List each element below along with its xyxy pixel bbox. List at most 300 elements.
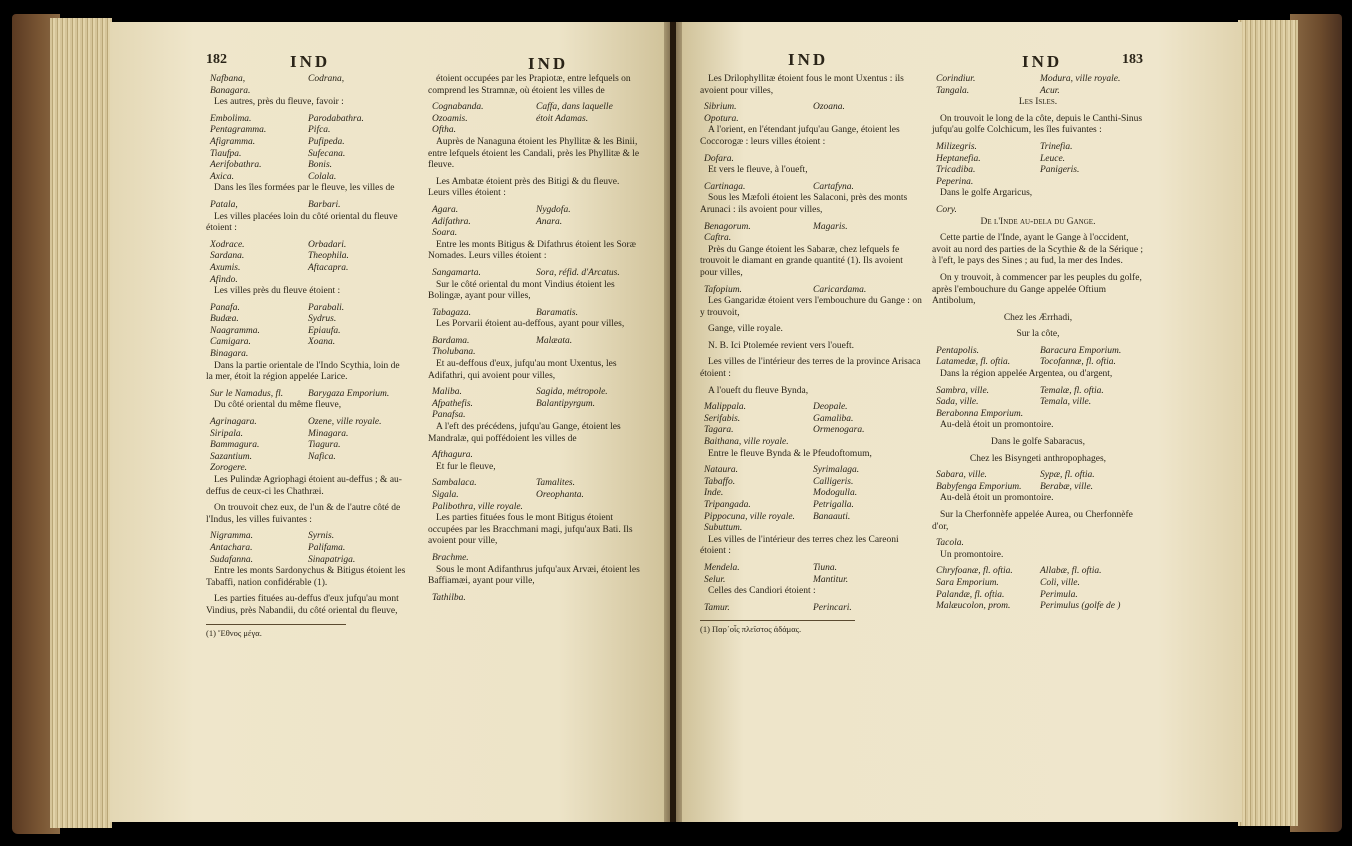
place-name: Baracura Emporium. [1040,345,1122,356]
place-name-row [936,74,1144,86]
footnote-rule [206,624,346,625]
place-name: Temalæ, fl. oftia. [1040,385,1104,396]
place-name [813,233,922,245]
paragraph: Les villes de l'intérieur des terres de la province Arisaca étoient : [700,357,921,380]
place-name-row [432,593,640,605]
place-name: Modura, ville royale. [1040,74,1121,84]
place-name-row [432,114,640,126]
place-name-row [210,251,406,263]
paragraph: Les autres, près du fleuve, favoir : [214,97,344,108]
paragraph: Les Ambatæ étoient près des Bitigi & du fleuve. Leurs villes étoient : [428,176,620,199]
place-name: Syrimalaga. [813,465,860,476]
place-name-row [936,482,1144,494]
place-name: Agara. [432,204,459,215]
footnote: (1) Ἔθνος μέγα. [206,627,262,638]
place-name-row [704,233,922,245]
place-name: Panafsa. [432,410,466,421]
place-name-row [432,125,640,137]
place-name-row [936,566,1144,578]
place-name: Leuce. [1040,153,1066,164]
place-name: Sara Emporium. [936,577,999,588]
paragraph: Sur la Cherfonnèfe appelée Aurea, ou Cherfonnèfe d'or, [932,510,1133,532]
place-name-row [936,590,1144,602]
place-name-row [210,263,406,275]
place-name: Palifama. [308,542,346,553]
place-name: Nataura. [704,465,739,476]
place-name-row [432,336,640,348]
place-name: Peperina. [936,176,974,187]
running-header-left-1: IND [290,52,331,71]
paragraph: Dans la région appelée Argentea, ou d'argent, [940,369,1113,380]
paragraph: A l'eft des précédens, jufqu'au Gange, étoient les Mandralæ, qui poffédoient les villes de [428,422,621,444]
place-name: Bardama. [432,335,470,346]
paragraph: Sous le mont Adifanthrus jufqu'aux Arvæi, étoient les Baffiamæi, ayant pour ville, [428,564,640,587]
centered-line: Chez les Ærrhadi, [1003,312,1073,323]
place-name: Caffa, dans laquelle [536,102,613,113]
place-name-row [210,172,406,184]
place-name-row [210,303,406,315]
paragraph: Les villes placées loin du côté oriental du fleuve étoient : [206,211,398,234]
place-name: Dofara. [704,153,734,164]
paragraph: Cette partie de l'Inde, ayant le Gange à l'occident, avoit au nord des parties de la Scythie & de la Sérique ; à l'eft, le pays des Sines ; au fud, la mer des Indes. [932,233,1144,267]
place-name-row [210,74,406,86]
place-name-row [210,452,406,464]
place-name: Budæa. [210,314,239,325]
place-name-row [936,154,1144,166]
place-name: Sinapatriga. [308,554,356,565]
place-name: Barbari. [308,199,341,210]
place-name-row [936,86,1144,98]
place-name: Syrnis. [308,531,335,542]
place-name-row [432,205,640,217]
place-name: Tabagaza. [432,307,471,318]
place-name: Tacola. [936,538,964,549]
place-name: Tholubana. [432,347,476,358]
place-name-row [936,357,1144,369]
place-name: Parodabathra. [308,113,364,124]
place-name-row [704,575,922,587]
place-name: Axica. [210,171,235,182]
place-name-row [432,502,640,514]
place-name-row [704,563,922,575]
paragraph: Gange, ville royale. [708,324,783,335]
paragraph: Les parties fituées fous le mont Bitigus étoient occupées par les Bracchmani magi, jufqu'aux Bati. Ils avoient pour ville, [428,513,633,547]
place-name: Ozoamis. [432,113,468,124]
place-name: Camigara. [210,337,251,348]
place-name: Sydrus. [308,314,337,325]
place-name: Nygdofa. [536,204,571,215]
paragraph: Près du Gange étoient les Sabaræ, chez lefquels fe trouvoit le diamant en grande quantité (1). Ils avoient pour villes, [700,244,903,278]
left-page [110,22,670,822]
place-name-row [432,410,640,422]
place-name-row [704,402,922,414]
place-name: Siripala. [210,428,243,439]
paragraph: Les Drilophyllitæ étoient fous le mont Uxentus : ils avoient pour villes, [700,74,904,96]
place-name: Brachme. [432,552,469,563]
place-name-row [936,409,1144,421]
place-name: Soara. [432,228,458,239]
place-name-row [432,387,640,399]
place-name: Sardana. [210,251,245,262]
place-name: Adifathra. [432,216,471,227]
place-name: Nigramma. [210,531,254,542]
place-name [536,450,640,462]
place-name: Afthagura. [432,450,473,461]
place-name-row [704,500,922,512]
place-name [813,114,922,126]
place-name: Tangala. [936,85,970,96]
place-name-row [210,149,406,161]
place-name: Tafopium. [704,284,742,295]
paragraph: Au-delà étoit un promontoire. [940,493,1054,504]
place-name-row [936,601,1144,613]
place-name: Latamedæ, fl. oftia. [936,357,1011,368]
place-name: Tiuna. [813,562,838,573]
place-name: Aerifobathra. [210,160,262,171]
place-name: Sazantium. [210,451,252,462]
place-name: Deopale. [813,402,848,413]
place-name-row [936,165,1144,177]
paragraph: On trouvoit chez eux, de l'un & de l'autre côté de l'Indus, les villes fuivantes : [206,503,401,525]
place-name-row [704,182,922,194]
place-name-row [704,425,922,437]
place-name: Oftha. [432,125,457,136]
place-name: Berabonna Emporium. [936,408,1024,419]
place-name-row [210,86,406,98]
place-name: Sagida, métropole. [536,387,608,398]
place-name-row [432,268,640,280]
place-name-row [432,308,640,320]
place-name: Maliba. [432,387,462,398]
place-name-row [936,346,1144,358]
place-name: Baramatis. [536,307,578,318]
place-name-row [432,553,640,565]
place-name-row [210,125,406,137]
place-name: Minagara. [308,428,349,439]
place-name: Zorogere. [210,463,248,474]
place-name: Pufipeda. [308,136,345,147]
place-name-row [704,222,922,234]
place-name: Malæucolon, prom. [936,601,1011,612]
place-name-row [210,531,406,543]
paragraph: Entre les monts Sardonychus & Bitigus étoient les Tabaffi, nation confidérable (1). [206,566,406,588]
place-name [1040,409,1144,421]
page-number-left: 182 [206,52,227,67]
place-name-row [936,397,1144,409]
place-name: Cartinaga. [704,181,746,192]
place-name-row [210,160,406,172]
place-name: Calligeris. [813,476,854,487]
place-name: Milizegris. [936,141,977,152]
place-name: Subuttum. [704,523,743,534]
place-name: Palandæ, fl. oftia. [936,589,1005,600]
place-name: Tamur. [704,602,730,613]
place-name-row [704,488,922,500]
place-name [536,553,640,565]
place-name: Babyfenga Emporium. [936,481,1022,492]
place-name-row [432,228,640,240]
place-name: Caricardama. [813,284,867,295]
place-name: Benagorum. [704,221,751,232]
paragraph: Dans la partie orientale de l'Indo Scythia, loin de la mer, étoit la région appelée Larice. [206,360,400,383]
paragraph: Les Gangaridæ étoient vers l'embouchure du Gange : on y trouvoit, [700,296,922,318]
place-name: Tagara. [704,425,734,436]
place-name: Aftacapra. [308,262,349,273]
place-name: Sambra, ville. [936,385,990,396]
place-name-row [704,414,922,426]
place-name: Trinefia. [1040,141,1073,152]
paragraph: A l'oueft du fleuve Bynda, [708,385,809,396]
place-name: Chryfoanæ, fl. oftia. [936,566,1013,577]
running-header-right-2: IND [1022,52,1063,71]
section-heading: De l'Inde au-dela du Gange. [980,216,1096,227]
place-name: Xodrace. [210,239,245,250]
place-name: Berabæ, ville. [1040,481,1094,492]
running-header-left-2: IND [528,54,569,73]
place-name-row [704,523,922,535]
place-name-row [210,275,406,287]
paragraph: Au-delà étoit un promontoire. [940,420,1054,431]
page-edges-left [50,18,112,828]
place-name: Tocofannæ, fl. oftia. [1040,357,1116,368]
place-name: Malæata. [536,335,573,346]
place-name: Banaauti. [813,511,851,522]
place-name: Panafa. [210,302,240,313]
paragraph: Et vers le fleuve, à l'oueft, [708,165,808,176]
place-name: Pifca. [308,125,331,136]
place-name-row [936,142,1144,154]
place-name-row [432,102,640,114]
place-name: Tiagura. [308,440,341,451]
place-name-row [210,337,406,349]
place-name-row [936,177,1144,189]
place-name [536,125,640,137]
place-name: Gamaliba. [813,413,854,424]
paragraph: Les villes près du fleuve étoient : [214,286,341,297]
footnote: (1) Παρ᾽οἷς πλεῖστος ἀδάμας. [700,624,802,635]
right-page-column-2 [932,74,1144,613]
place-name: Modogulla. [813,488,858,499]
place-name: Xoana. [308,337,336,348]
paragraph: étoient occupées par les Prapiotæ, entre lefquels on comprend les Stramnæ, où étoient les villes de [428,74,631,96]
paragraph: N. B. Ici Ptolemée revient vers l'oueft. [708,340,855,351]
place-name: Orbadari. [308,239,347,250]
place-name-row [432,347,640,359]
place-name: Tricadiba. [936,165,976,176]
paragraph: Les Porvarii étoient au-deffous, ayant pour villes, [436,319,625,330]
place-name: Tathilba. [432,592,466,603]
footnote-rule [700,620,855,621]
place-name: Mantitur. [813,574,849,585]
place-name: Malippala. [704,402,746,413]
place-name-row [210,440,406,452]
place-name-row [210,389,406,401]
place-name-row [936,538,1144,550]
place-name: Nafica. [308,451,336,462]
place-name-row [432,450,640,462]
place-name: Sora, réfid. d'Arcatus. [536,267,620,278]
place-name: Barygaza Emporium. [308,388,390,399]
place-name [1040,177,1144,189]
paragraph: Et au-deffous d'eux, jufqu'au mont Uxentus, les Adifathri, qui avoient pour villes, [428,359,617,381]
place-name: Petrigalla. [813,500,854,510]
place-name: Colala. [308,171,337,182]
place-name-row [210,137,406,149]
place-name: Codrana, [308,74,345,84]
paragraph: Les parties fituées au-deffus d'eux jufqu'au mont Vindius, près Nabandii, du côté oriental du fleuve, [206,594,399,616]
right-page-column-1 [700,74,922,636]
place-name: Nafbana, [210,74,246,84]
place-name: Tabaffo. [704,476,736,487]
paragraph: Du côté oriental du même fleuve, [214,400,342,411]
place-name-row [936,578,1144,590]
paragraph: Un promontoire. [940,549,1004,560]
place-name: Tamalites. [536,478,575,489]
place-name: Binagara. [210,349,249,360]
paragraph: Entre les monts Bitigus & Difathrus étoient les Soræ Nomades. Leurs villes étoient : [428,239,637,262]
place-name-row [704,285,922,297]
place-name: Parabali. [308,302,345,313]
place-name: Mendela. [704,562,740,573]
place-name-row [704,102,922,114]
place-name: Antachara. [210,542,253,553]
place-name-row [704,465,922,477]
place-name-row [704,603,922,615]
place-name: Patala, [210,199,238,210]
place-name-row [210,555,406,567]
place-name: Naagramma. [210,325,260,336]
place-name: Baithana, ville royale. [704,437,789,448]
place-name: Sangamarta. [432,267,481,278]
place-name: Sufecana. [308,148,346,159]
place-name-row [432,490,640,502]
place-name: Sabara, ville. [936,470,987,481]
paragraph: Sous les Mæfoli étoient les Salaconi, près des monts Arunaci : ils avoient pour villes, [700,193,908,215]
paragraph: Les villes de l'intérieur des terres chez les Careoni étoient : [700,534,899,557]
place-name: Pentagramma. [210,125,267,136]
place-name: Axumis. [210,262,241,273]
place-name-row [704,512,922,524]
place-name: Perincari. [813,602,852,613]
place-name: Palibothra, ville royale. [432,501,523,512]
place-name: Inde. [704,488,724,499]
place-name: Banagara. [210,85,251,96]
paragraph: Les Pulindæ Agriophagi étoient au-deffus ; & au-deffus de ceux-ci les Chathræi. [206,475,402,497]
place-name [308,275,406,287]
place-name: Tripangada. [704,500,751,510]
place-name: Sambalaca. [432,478,477,489]
place-name-row [432,478,640,490]
place-name-row [210,463,406,475]
place-name: Sur le Namadus, fl. [210,388,284,399]
place-name [536,347,640,359]
book-gutter [664,22,682,822]
place-name-row [432,217,640,229]
place-name-row [936,205,1144,217]
place-name-row [210,314,406,326]
place-name [308,349,406,361]
place-name: Coli, ville. [1040,577,1080,588]
place-name: Epiaufa. [308,325,341,336]
paragraph: Et fur le fleuve, [436,461,496,472]
place-name [536,502,640,514]
place-name: Theophila. [308,251,349,262]
place-name: Sibrium. [704,102,737,113]
place-name [308,463,406,475]
place-name: Agrinagara. [210,417,257,428]
paragraph: On trouvoit le long de la côte, depuis le Canthi-Sinus jufqu'au golfe Colchicum, les îles fuivantes : [932,113,1143,136]
place-name-row [704,154,922,166]
place-name: Sigala. [432,490,459,500]
place-name: Cory. [936,204,957,215]
place-name: Afigramma. [210,136,256,147]
place-name-row [704,437,922,449]
place-name-row [704,114,922,126]
paragraph: Dans le golfe Argaricus, [940,188,1033,199]
place-name: Serifabis. [704,413,741,424]
place-name-row [432,399,640,411]
place-name [813,154,922,166]
right-page [676,22,1242,822]
place-name: Acur. [1040,85,1060,96]
place-name [813,437,922,449]
page-edges-right [1238,20,1298,826]
paragraph: On y trouvoit, à commencer par les peuples du golfe, après l'embouchure du Gange appelée Oftium Antibolum, [932,272,1142,307]
place-name-row [936,386,1144,398]
place-name: Panigeris. [1040,165,1080,176]
place-name-row [704,477,922,489]
left-page-column-1 [206,74,406,639]
place-name: Ormenogara. [813,425,865,436]
place-name: Oreophanta. [536,490,584,500]
place-name [813,523,922,535]
place-name-row [210,114,406,126]
place-name: Embolima. [210,113,252,124]
place-name: étoit Adamas. [536,113,589,124]
place-name [1040,205,1144,217]
place-name-row [210,326,406,338]
place-name-row [936,470,1144,482]
place-name [536,593,640,605]
place-name: Allabæ, fl. oftia. [1040,566,1102,577]
place-name: Heptanefia. [936,153,981,164]
place-name: Bonis. [308,160,333,171]
running-header-right-1: IND [788,50,829,69]
left-page-column-2 [428,74,640,604]
place-name [308,86,406,98]
place-name-row [210,200,406,212]
place-name: Cognabanda. [432,102,484,113]
centered-line: Chez les Bisyngeti anthropophages, [969,453,1107,464]
paragraph: Auprès de Nanaguna étoient les Phyllitæ & les Binii, entre lefquels étoient les Candali, près les Phyllitæ & le fleuve. [428,136,640,171]
place-name: Temala, ville. [1040,397,1092,408]
place-name: Opotura. [704,113,739,124]
place-name-row [210,417,406,429]
place-name: Perimulus (golfe de ) [1040,601,1121,612]
centered-line: Dans le golfe Sabaracus, [991,437,1085,448]
place-name: Pippocuna, ville royale. [704,511,795,522]
place-name-row [210,349,406,361]
paragraph: Celles des Candiori étoient : [708,586,816,597]
place-name: Perimula. [1040,589,1078,600]
place-name: Caftra. [704,233,732,244]
centered-line: Sur la côte, [1016,329,1060,340]
place-name: Corindiur. [936,74,976,84]
place-name [536,410,640,422]
page-number-right: 183 [1122,52,1143,67]
place-name: Tiaufpa. [210,148,242,159]
place-name: Anara. [536,216,563,227]
